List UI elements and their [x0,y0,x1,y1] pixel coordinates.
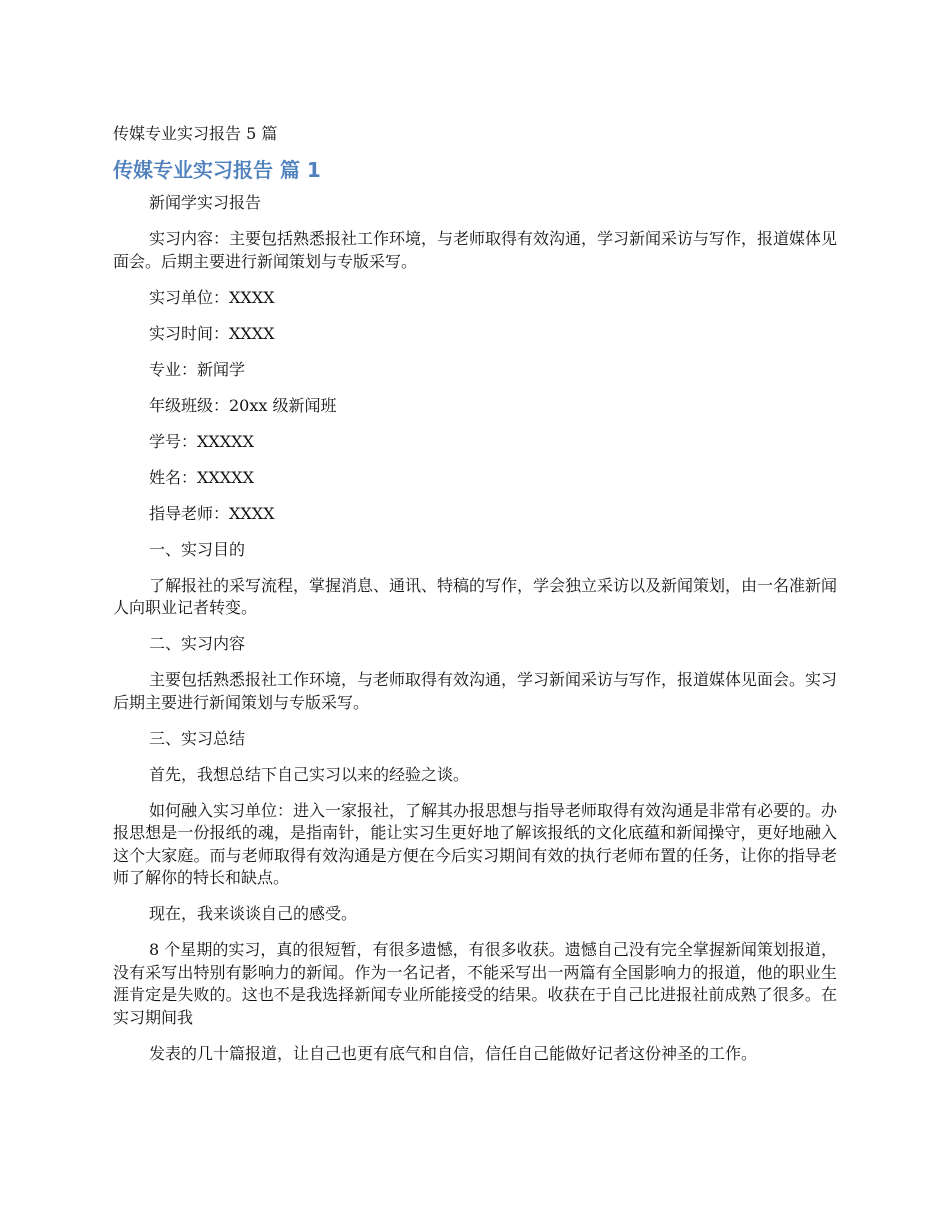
paragraph-class: 年级班级：20xx 级新闻班 [149,395,337,415]
paragraph-purpose: 了解报社的采写流程，掌握消息、通讯、特稿的写作，学会独立采访以及新闻策划，由一名准新闻人向职业记者转变。 [113,575,838,617]
document-title: 传媒专业实习报告 5 篇 [113,124,278,143]
paragraph-name: 姓名：XXXXX [149,467,254,487]
subheading-purpose: 一、实习目的 [149,539,246,559]
paragraph-content: 主要包括熟悉报社工作环境，与老师取得有效沟通，学习新闻采访与写作，报道媒体见面会。实习后期主要进行新闻策划与专版采写。 [113,670,838,712]
paragraph-integration: 如何融入实习单位：进入一家报社，了解其办报思想与指导老师取得有效沟通是非常有必要的。办报思想是一份报纸的魂，是指南针，能让实习生更好地了解该报纸的文化底蕴和新闻操守，更好地融入这个大家庭。而与老师取得有效沟通是方便在今后实习期间有效的执行老师布置的任务，让你的指导老师了解你的特长和缺点。 [113,800,838,887]
subheading-summary: 三、实习总结 [149,728,246,748]
paragraph-internship-content: 实习内容：主要包括熟悉报社工作环境，与老师取得有效沟通，学习新闻采访与写作，报道媒体见面会。后期主要进行新闻策划与专版采写。 [113,229,838,271]
paragraph-student-id: 学号：XXXXX [149,431,254,451]
paragraph-time: 实习时间：XXXX [149,323,275,343]
paragraph-publications: 发表的几十篇报道，让自己也更有底气和自信，信任自己能做好记者这份神圣的工作。 [149,1043,758,1063]
paragraph-summary-intro: 首先，我想总结下自己实习以来的经验之谈。 [149,764,470,784]
subheading-content: 二、实习内容 [149,634,246,653]
section-heading: 传媒专业实习报告 篇 1 [113,158,321,182]
paragraph-unit: 实习单位：XXXX [149,287,275,307]
paragraph-eight-weeks: 8 个星期的实习，真的很短暂，有很多遗憾，有很多收获。遗憾自己没有完全掌握新闻策划报道，没有采写出特别有影响力的新闻。作为一名记者，不能采写出一两篇有全国影响力的报道，他的职业生涯肯定是失败的。这也不是我选择新闻专业所能接受的结果。收获在于自己比进报社前成熟了很多。在实习期间我 [113,940,837,1027]
paragraph-major: 专业：新闻学 [149,359,246,379]
document-body [113,122,837,1079]
paragraph-report-label: 新闻学实习报告 [149,193,262,212]
paragraph-feelings-intro: 现在，我来谈谈自己的感受。 [149,904,358,923]
paragraph-advisor: 指导老师：XXXX [149,503,275,523]
